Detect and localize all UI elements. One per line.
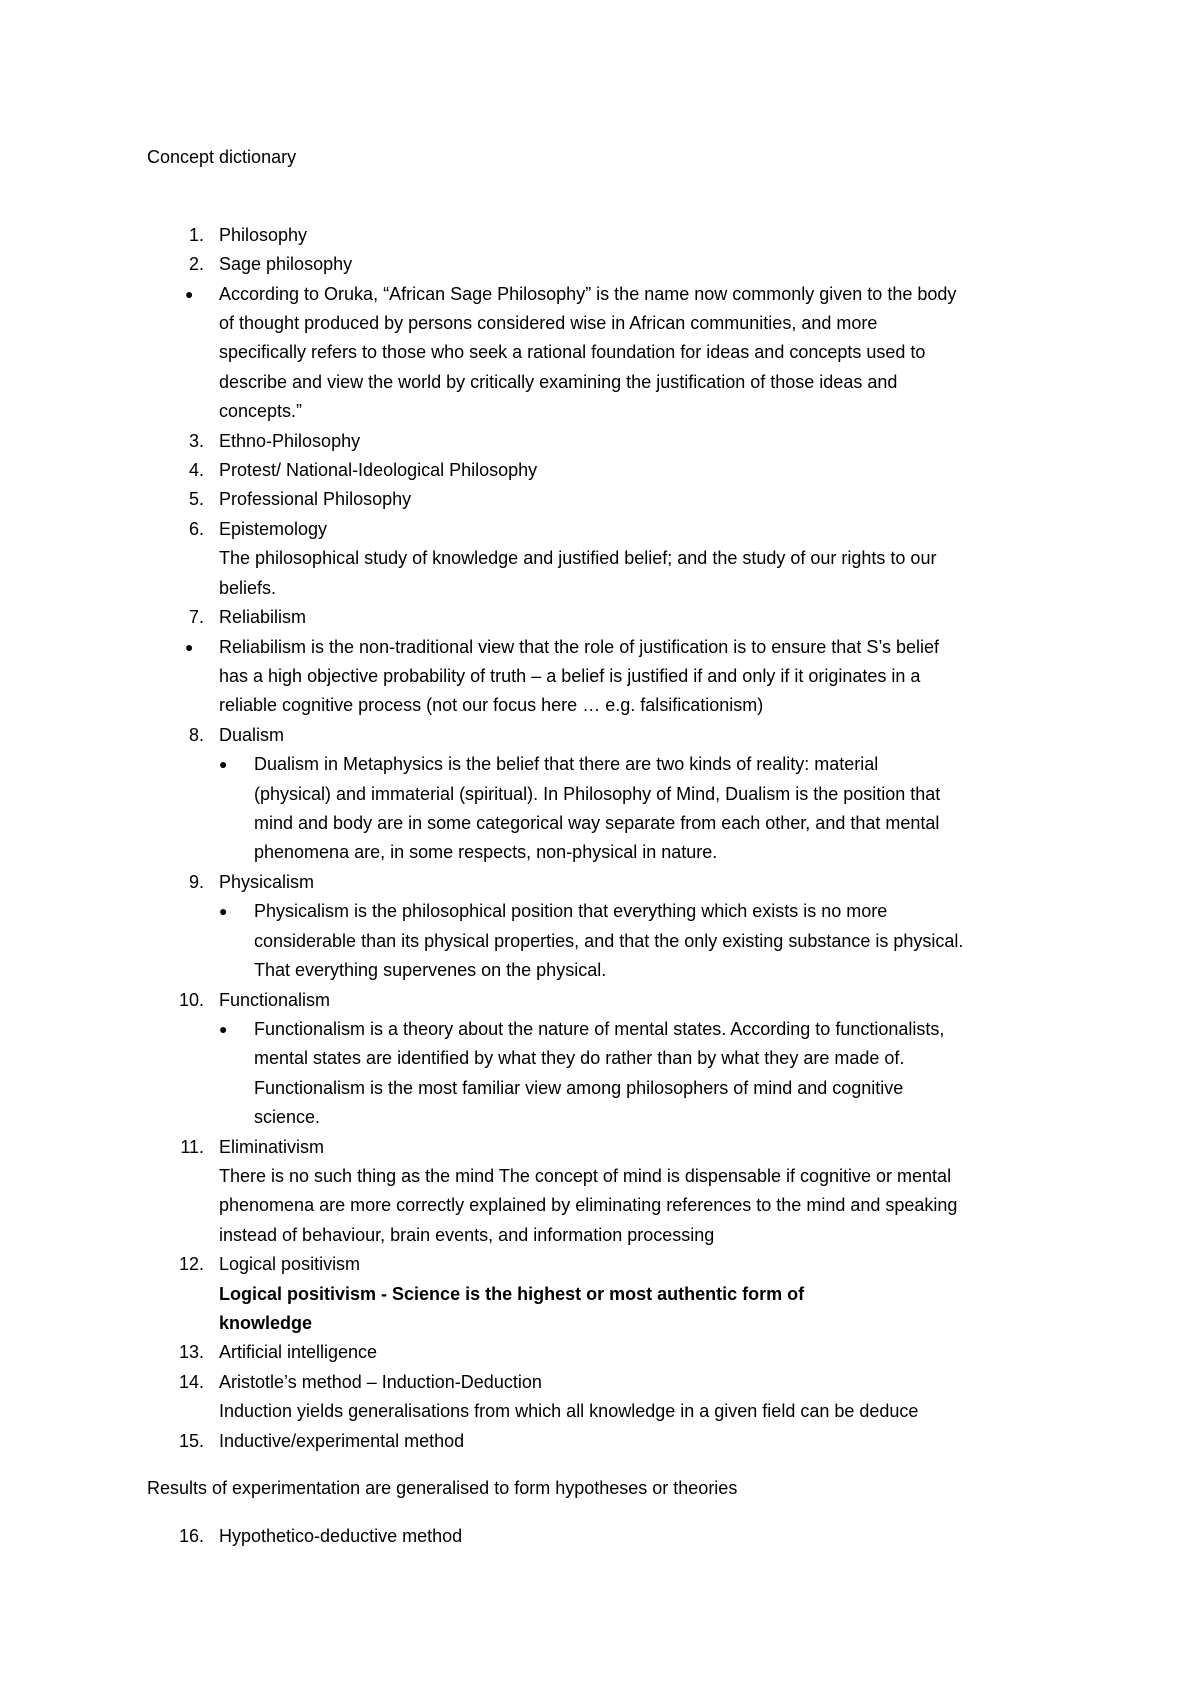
item-number: 4.	[188, 460, 204, 480]
bullet-icon: ●	[219, 1021, 228, 1037]
sage-definition-line: specifically refers to those who seek a rational foundation for ideas and concepts used to	[219, 342, 926, 362]
eliminativism-definition-line: instead of behaviour, brain events, and information processing	[219, 1225, 715, 1245]
bullet-icon: ●	[185, 286, 194, 302]
functionalism-definition-line: mental states are identified by what they do rather than by what they are made of.	[254, 1048, 905, 1068]
item-title-hypothetico-deductive: Hypothetico-deductive method	[219, 1526, 463, 1546]
item-title-sage-philosophy: Sage philosophy	[219, 254, 353, 274]
item-number: 5.	[188, 489, 204, 509]
functionalism-definition-line: science.	[254, 1107, 321, 1127]
item-number: 16.	[178, 1526, 204, 1546]
physicalism-definition-line: considerable than its physical properties, and that the only existing substance is physical.	[254, 931, 964, 951]
item-title-professional-philosophy: Professional Philosophy	[219, 489, 412, 509]
item-number: 12.	[178, 1254, 204, 1274]
dualism-definition-line: mind and body are in some categorical way separate from each other, and that mental	[254, 813, 940, 833]
item-title-ethno-philosophy: Ethno-Philosophy	[219, 431, 361, 451]
document-title: Concept dictionary	[147, 147, 297, 167]
item-number: 6.	[188, 519, 204, 539]
aristotle-definition-line: Induction yields generalisations from which all knowledge in a given field can be deduce	[219, 1401, 919, 1421]
physicalism-definition-line: Physicalism is the philosophical position that everything which exists is no more	[254, 901, 888, 921]
epistemology-definition-line: beliefs.	[219, 578, 277, 598]
functionalism-definition-line: Functionalism is a theory about the nature of mental states. According to functionalists,	[254, 1019, 945, 1039]
reliabilism-definition-line: Reliabilism is the non-traditional view that the role of justification is to ensure that S’s belief	[219, 637, 940, 657]
positivism-definition-line: Logical positivism - Science is the highest or most authentic form of	[219, 1284, 805, 1304]
reliabilism-definition-line: reliable cognitive process (not our focus here … e.g. falsificationism)	[219, 695, 764, 715]
dualism-definition-line: Dualism in Metaphysics is the belief that there are two kinds of reality: material	[254, 754, 879, 774]
sage-definition-line: According to Oruka, “African Sage Philosophy” is the name now commonly given to the body	[219, 284, 957, 304]
item-title-artificial-intelligence: Artificial intelligence	[219, 1342, 378, 1362]
results-paragraph: Results of experimentation are generalised to form hypotheses or theories	[147, 1478, 738, 1498]
physicalism-definition-line: That everything supervenes on the physical.	[254, 960, 607, 980]
item-number: 13.	[178, 1342, 204, 1362]
reliabilism-definition-line: has a high objective probability of truth – a belief is justified if and only if it originates in a	[219, 666, 921, 686]
item-number: 10.	[178, 990, 204, 1010]
item-number: 11.	[180, 1137, 204, 1157]
dualism-definition-line: (physical) and immaterial (spiritual). In Philosophy of Mind, Dualism is the position that	[254, 784, 941, 804]
item-number: 2.	[188, 254, 204, 274]
sage-definition-line: concepts.”	[219, 401, 303, 421]
bullet-icon: ●	[185, 639, 194, 655]
item-title-physicalism: Physicalism	[219, 872, 315, 892]
eliminativism-definition-line: phenomena are more correctly explained by eliminating references to the mind and speaking	[219, 1195, 958, 1215]
item-title-dualism: Dualism	[219, 725, 285, 745]
bullet-icon: ●	[219, 903, 228, 919]
epistemology-definition-line: The philosophical study of knowledge and justified belief; and the study of our rights to our	[219, 548, 937, 568]
bullet-icon: ●	[219, 756, 228, 772]
item-title-logical-positivism: Logical positivism	[219, 1254, 361, 1274]
item-title-inductive-method: Inductive/experimental method	[219, 1431, 465, 1451]
item-title-protest-philosophy: Protest/ National-Ideological Philosophy	[219, 460, 538, 480]
item-number: 14.	[178, 1372, 204, 1392]
item-number: 3.	[188, 431, 204, 451]
item-number: 7.	[188, 607, 204, 627]
eliminativism-definition-line: There is no such thing as the mind The concept of mind is dispensable if cognitive or mental	[219, 1166, 952, 1186]
item-title-philosophy: Philosophy	[219, 225, 308, 245]
item-title-aristotle-method: Aristotle’s method – Induction-Deduction	[219, 1372, 542, 1392]
item-number: 9.	[188, 872, 204, 892]
item-title-functionalism: Functionalism	[219, 990, 331, 1010]
item-title-reliabilism: Reliabilism	[219, 607, 307, 627]
item-title-epistemology: Epistemology	[219, 519, 328, 539]
dualism-definition-line: phenomena are, in some respects, non-physical in nature.	[254, 842, 718, 862]
item-number: 8.	[188, 725, 204, 745]
item-number: 15.	[178, 1431, 204, 1451]
item-number: 1.	[188, 225, 204, 245]
positivism-definition-line: knowledge	[219, 1313, 313, 1333]
item-title-eliminativism: Eliminativism	[219, 1137, 325, 1157]
sage-definition-line: describe and view the world by critically examining the justification of those ideas and	[219, 372, 898, 392]
functionalism-definition-line: Functionalism is the most familiar view among philosophers of mind and cognitive	[254, 1078, 904, 1098]
sage-definition-line: of thought produced by persons considered wise in African communities, and more	[219, 313, 878, 333]
